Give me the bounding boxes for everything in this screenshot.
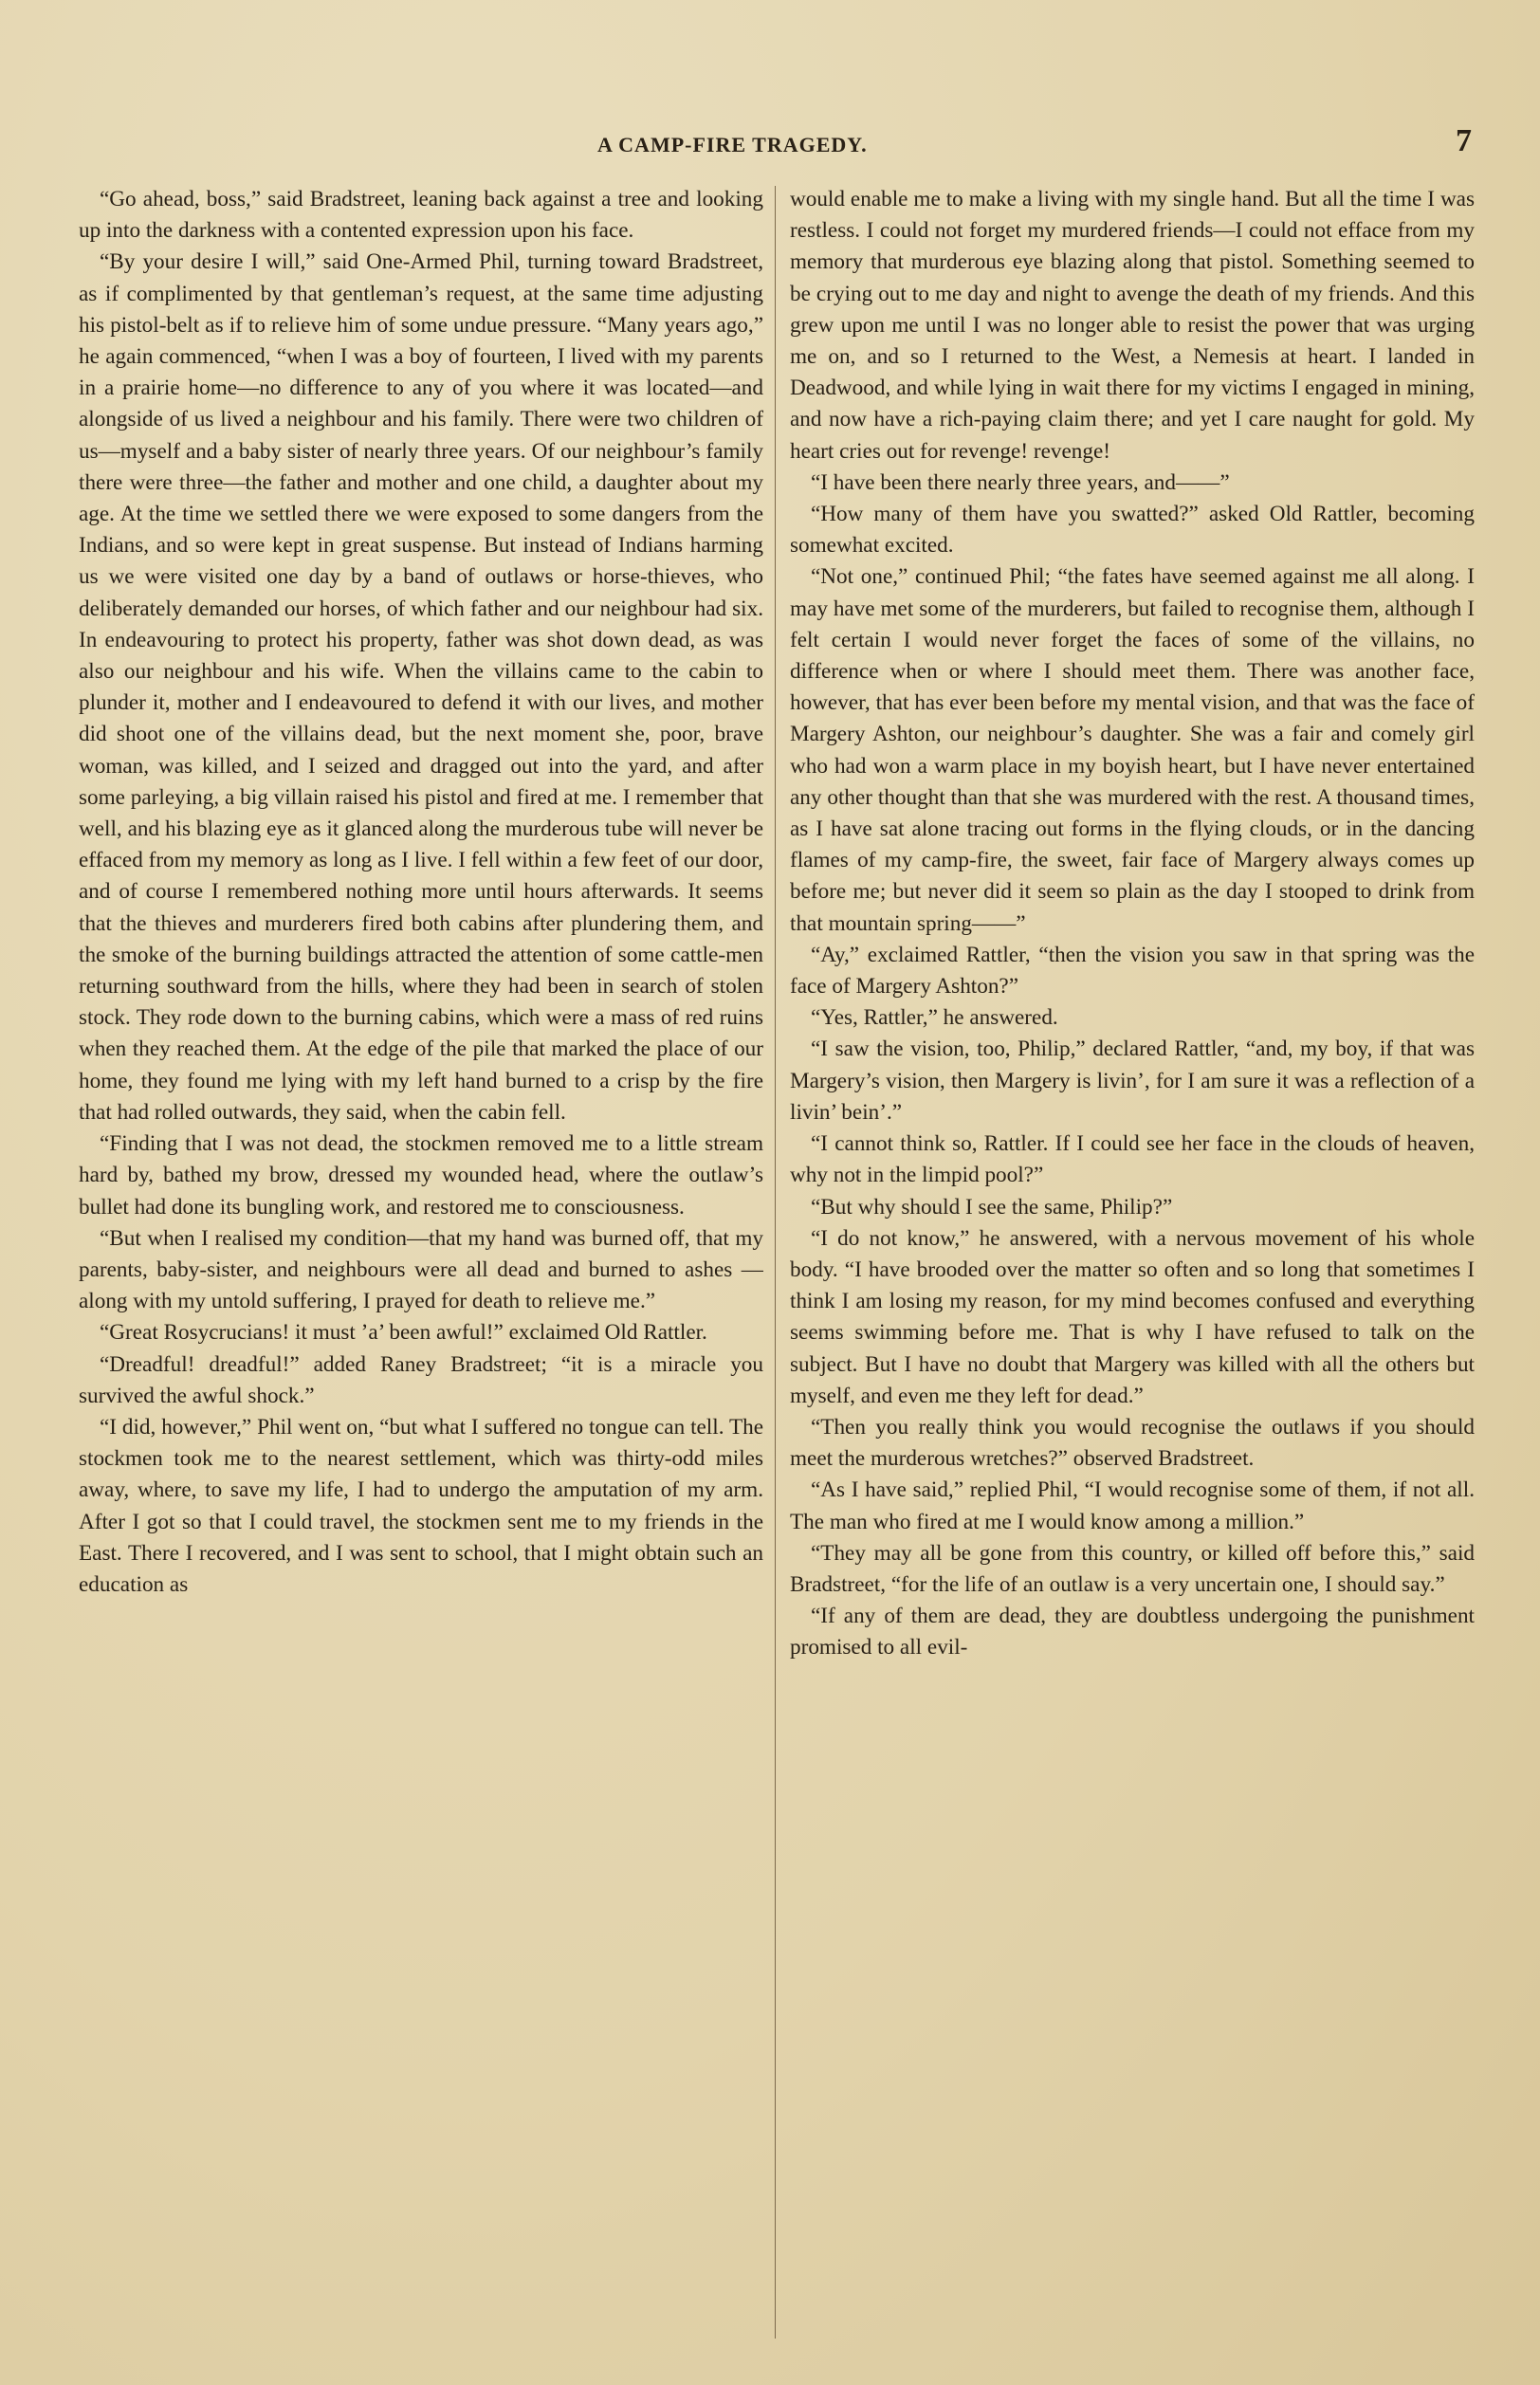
paragraph: “As I have said,” replied Phil, “I would recognise some of them, if not all. The man who fired at me I would know among a million.”: [790, 1477, 1475, 1534]
right-column: [790, 184, 1475, 2346]
paragraph: “Great Rosycrucians! it must ’a’ been awful!” exclaimed Old Rattler.: [100, 1320, 707, 1346]
paragraph: “Yes, Rattler,” he answered.: [811, 1005, 1058, 1031]
paragraph: “Go ahead, boss,” said Bradstreet, leaning back against a tree and looking up into the darkness with a contented expression upon his face.: [79, 187, 763, 244]
paragraph: “How many of them have you swatted?” asked Old Rattler, becoming somewhat excited.: [790, 502, 1475, 559]
paragraph: “Finding that I was not dead, the stockmen removed me to a little stream hard by, bathed my brow, dressed my wounded head, where the outlaw’s bullet had done its bungling work, and restored me to consciousness.: [79, 1131, 763, 1220]
paragraph: “I do not know,” he answered, with a nervous movement of his whole body. “I have brooded over the matter so often and so long that sometimes I think I am losing my reason, for my mind becomes confused and everything seems swimming before me. That is why I have refused to talk on the subject. But I have no doubt that Margery was killed with all the others but myself, and even me they left for dead.”: [790, 1225, 1475, 1408]
paragraph: “I cannot think so, Rattler. If I could see her face in the clouds of heaven, why not in the limpid pool?”: [790, 1131, 1475, 1188]
paragraph: “Ay,” exclaimed Rattler, “then the vision you saw in that spring was the face of Margery Ashton?”: [790, 942, 1475, 1000]
paragraph: “If any of them are dead, they are doubtless undergoing the punishment promised to all evil-: [790, 1604, 1475, 1660]
paragraph: “But when I realised my condition—that my hand was burned off, that my parents, baby-sister, and neighbours were all dead and burned to ashes —along with my untold suffering, I prayed for death to relieve me.”: [79, 1225, 763, 1314]
paragraph: “They may all be gone from this country, or killed off before this,” said Bradstreet, “for the life of an outlaw is a very uncertain one, I should say.”: [790, 1540, 1475, 1597]
paragraph: “Not one,” continued Phil; “the fates have seemed against me all along. I may have met some of the murderers, but failed to recognise them, although I felt certain I would never forget the faces of some of the villains, no difference when or where I should meet them. There was another face, however, that has ever been before my mental vision, and that was the face of Margery Ashton, our neighbour’s daughter. She was a fair and comely girl who had won a warm place in my boyish heart, but I have never entertained any other thought than that she was murdered with the rest. A thousand times, as I have sat alone tracing out forms in the flying clouds, or in the dancing flames of my camp-fire, the sweet, fair face of Margery always comes up before me; but never did it seem so plain as the day I stooped to drink from that mountain spring——”: [790, 564, 1475, 936]
paragraph: “Then you really think you would recognise the outlaws if you should meet the murderous wretches?” observed Bradstreet.: [790, 1414, 1475, 1472]
paragraph: “By your desire I will,” said One-Armed Phil, turning toward Bradstreet, as if complimented by that gentleman’s request, at the same time adjusting his pistol-belt as if to relieve him of some undue pressure. “Many years ago,” he again commenced, “when I was a boy of fourteen, I lived with my parents in a prairie home—no difference to any of you where it was located—and alongside of us lived a neighbour and his family. There were two children of us—myself and a baby sister of nearly three years. Of our neighbour’s family there were three—the father and mother and one child, a daughter about my age. At the time we settled there we were exposed to some dangers from the Indians, and so were kept in great suspense. But instead of Indians harming us we were visited one day by a band of outlaws or horse-thieves, who deliberately demanded our horses, of which father and our neighbour had six. In endeavouring to protect his property, father was shot down dead, as was also our neighbour and his wife. When the villains came to the cabin to plunder it, mother and I endeavoured to defend it with our lives, and mother did shoot one of the villains dead, but the next moment she, poor, brave woman, was killed, and I seized and dragged out into the yard, and after some parleying, a big villain raised his pistol and fired at me. I remember that well, and his blazing eye as it glanced along the murderous tube will never be effaced from my memory as long as I live. I fell within a few feet of our door, and of course I remembered nothing more until hours afterwards. It seems that the thieves and murderers fired both cabins after plundering them, and the smoke of the burning buildings attracted the attention of some cattle-men returning southward from the hills, where they had been in search of stolen stock. They rode down to the burning cabins, which were a mass of red ruins when they reached them. At the edge of the pile that marked the place of our home, they found me lying with my left hand burned to a crisp by the fire that had rolled outwards, they said, when the cabin fell.: [79, 249, 763, 1125]
page-header: [569, 123, 1479, 171]
column-divider: [775, 186, 776, 2339]
left-column: [79, 184, 763, 2346]
paragraph: “I have been there nearly three years, and——”: [811, 469, 1230, 495]
paragraph: “I did, however,” Phil went on, “but what I suffered no tongue can tell. The stockmen took me to the nearest settlement, which was thirty-odd miles away, where, to save my life, I had to undergo the amputation of my arm. After I got so that I could travel, the stockmen sent me to my friends in the East. There I recovered, and I was sent to school, that I might obtain such an education as: [79, 1414, 763, 1597]
paragraph: would enable me to make a living with my single hand. But all the time I was restless. I could not forget my murdered friends—I could not efface from my memory that murderous eye blazing along that pistol. Something seemed to be crying out to me day and night to avenge the death of my friends. And this grew upon me until I was no longer able to resist the power that was urging me on, and so I returned to the West, a Nemesis at heart. I landed in Deadwood, and while lying in wait there for my victims I engaged in mining, and now have a rich-paying claim there; and yet I care naught for gold. My heart cries out for revenge! revenge!: [790, 187, 1475, 464]
running-title: A CAMP-FIRE TRAGEDY.: [597, 133, 868, 156]
paragraph: “Dreadful! dreadful!” added Raney Bradstreet; “it is a miracle you survived the awful shock.”: [79, 1351, 763, 1408]
paragraph: “But why should I see the same, Philip?”: [811, 1194, 1173, 1220]
page-number: 7: [1456, 123, 1472, 158]
paragraph: “I saw the vision, too, Philip,” declared Rattler, “and, my boy, if that was Margery’s vision, then Margery is livin’, for I am sure it was a reflection of a livin’ bein’.”: [790, 1037, 1475, 1125]
